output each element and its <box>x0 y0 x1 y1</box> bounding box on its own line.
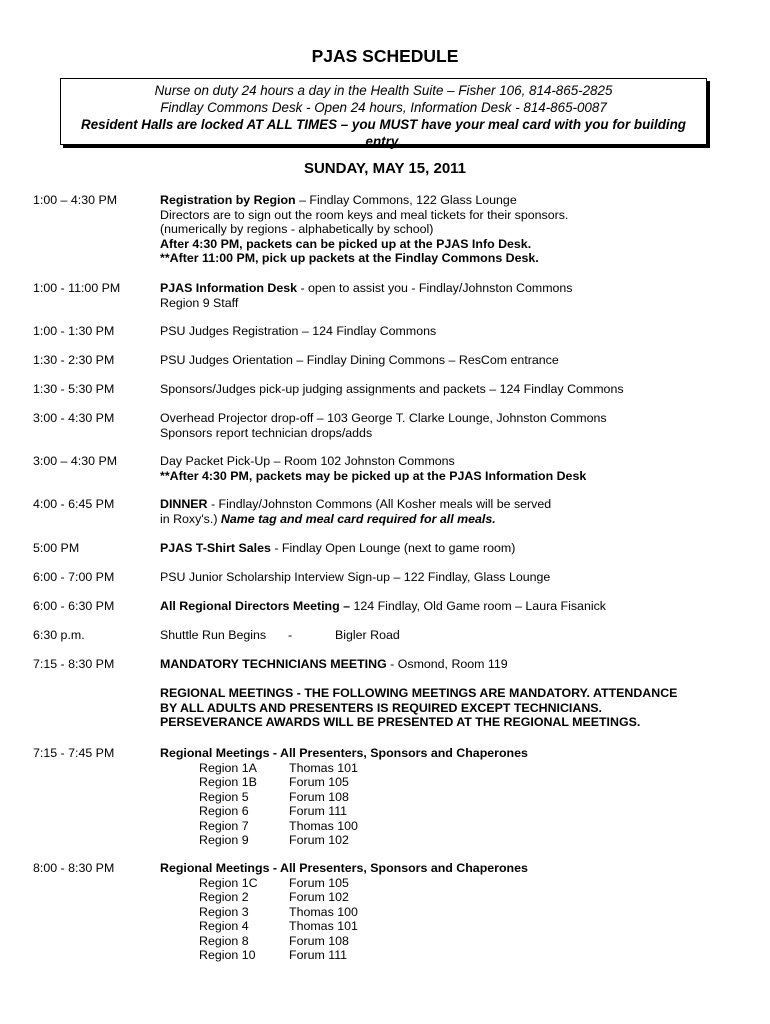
region-row <box>160 819 730 834</box>
entry-description <box>160 281 730 310</box>
region-name: Region 8 <box>199 933 249 948</box>
region-name: Region 9 <box>199 833 249 847</box>
notice-line: Findlay Commons Desk - Open 24 hours, Information Desk - 814-865-0087 <box>160 100 607 115</box>
entry-text: PSU Judges Registration – 124 Findlay Commons <box>160 324 437 338</box>
entry-text: **After 4:30 PM, packets may be picked up at the PJAS Information Desk <box>160 468 587 483</box>
region-name: Region 5 <box>199 789 249 804</box>
entry-text: - Osmond, Room 119 <box>386 657 508 671</box>
region-name: Region 1B <box>199 775 257 789</box>
entry-title: Registration by Region <box>160 193 296 207</box>
entry-text: Name tag and meal card required for all meals. <box>220 511 496 526</box>
entry-time: 6:30 p.m. <box>33 628 85 642</box>
entry-description <box>160 628 730 643</box>
region-row <box>160 790 730 805</box>
entry-description <box>160 861 730 963</box>
region-room: Thomas 101 <box>289 919 358 933</box>
region-room: Forum 102 <box>289 833 349 847</box>
notice-box <box>60 78 707 149</box>
notice-line: entry. <box>365 134 402 149</box>
entry-text: (numerically by regions - alphabetically by school) <box>160 222 434 236</box>
entry-text: Shuttle Run Begins <box>160 628 267 642</box>
entry-text: Directors are to sign out the room keys and meal tickets for their sponsors. <box>160 207 569 222</box>
region-table <box>160 761 730 848</box>
entry-text: Day Packet Pick-Up – Room 102 Johnston Commons <box>160 454 455 468</box>
entry-text: in Roxy's.) <box>160 511 221 526</box>
mandatory-notice <box>160 686 720 730</box>
region-row <box>160 905 730 920</box>
entry-description <box>160 657 730 672</box>
entry-text: After 4:30 PM, packets can be picked up at the PJAS Info Desk. <box>160 236 532 251</box>
day-heading: SUNDAY, MAY 15, 2011 <box>303 160 467 177</box>
entry-time: 6:00 - 6:30 PM <box>33 599 115 613</box>
entry-description <box>160 353 730 368</box>
entry-description <box>160 193 730 266</box>
entry-time: 3:00 - 4:30 PM <box>33 411 115 425</box>
entry-description <box>160 411 730 440</box>
entry-description <box>160 746 730 848</box>
region-room: Forum 108 <box>289 789 349 804</box>
entry-time: 1:00 – 4:30 PM <box>33 193 118 207</box>
entry-text: - open to assist you - Findlay/Johnston Commons <box>297 281 573 295</box>
region-name: Region 1A <box>199 760 257 775</box>
region-name: Region 3 <box>199 904 249 919</box>
region-row <box>160 761 730 776</box>
entry-text: - Findlay Open Lounge (next to game room) <box>270 541 516 555</box>
region-room: Thomas 100 <box>289 818 358 833</box>
entry-text: - <box>288 628 293 642</box>
region-table <box>160 876 730 963</box>
entry-text: – Findlay Commons, 122 Glass Lounge <box>295 193 517 207</box>
region-room: Thomas 100 <box>289 904 358 919</box>
region-name: Region 4 <box>199 919 249 933</box>
entry-title: DINNER <box>160 497 208 511</box>
entry-text: Sponsors report technician drops/adds <box>160 425 373 440</box>
entry-text: Overhead Projector drop-off – 103 George T. Clarke Lounge, Johnston Commons <box>160 411 607 425</box>
notice-line: Nurse on duty 24 hours a day in the Health Suite – Fisher 106, 814-865-2825 <box>154 83 613 98</box>
region-name: Region 10 <box>199 948 256 962</box>
entry-description <box>160 497 730 526</box>
entry-title: Regional Meetings - All Presenters, Sponsors and Chaperones <box>160 861 528 875</box>
region-name: Region 2 <box>199 890 249 904</box>
entry-title: Regional Meetings - All Presenters, Sponsors and Chaperones <box>160 746 528 760</box>
entry-time: 8:00 - 8:30 PM <box>33 861 115 875</box>
region-row <box>160 919 730 934</box>
entry-description <box>160 454 730 483</box>
region-row <box>160 876 730 891</box>
region-row <box>160 833 730 848</box>
region-name: Region 1C <box>199 875 258 890</box>
page-title: PJAS SCHEDULE <box>311 46 459 66</box>
region-room: Forum 105 <box>289 875 349 890</box>
entry-time: 7:15 - 8:30 PM <box>33 657 115 671</box>
region-name: Region 7 <box>199 818 249 833</box>
mandatory-line: REGIONAL MEETINGS - THE FOLLOWING MEETINGS ARE MANDATORY. ATTENDANCE <box>160 686 678 700</box>
region-room: Thomas 101 <box>289 760 358 775</box>
entry-time: 3:00 – 4:30 PM <box>33 454 118 468</box>
region-room: Forum 108 <box>289 933 349 948</box>
entry-time: 4:00 - 6:45 PM <box>33 497 115 511</box>
region-row <box>160 934 730 949</box>
region-room: Forum 102 <box>289 890 349 904</box>
entry-text: PSU Judges Orientation – Findlay Dining Commons – ResCom entrance <box>160 353 559 367</box>
region-room: Forum 111 <box>289 948 348 962</box>
entry-title: PJAS Information Desk <box>160 281 298 295</box>
entry-title: PJAS T-Shirt Sales <box>160 541 271 555</box>
entry-time: 5:00 PM <box>33 541 80 555</box>
entry-description <box>160 324 730 339</box>
region-row <box>160 804 730 819</box>
region-name: Region 6 <box>199 804 249 818</box>
mandatory-line: PERSEVERANCE AWARDS WILL BE PRESENTED AT THE REGIONAL MEETINGS. <box>160 715 641 729</box>
entry-time: 7:15 - 7:45 PM <box>33 746 115 760</box>
entry-text: Bigler Road <box>335 628 400 642</box>
entry-time: 6:00 - 7:00 PM <box>33 570 115 584</box>
entry-description <box>160 382 730 397</box>
entry-text: 124 Findlay, Old Game room – Laura Fisanick <box>350 599 606 613</box>
region-room: Forum 111 <box>289 804 348 818</box>
mandatory-line: BY ALL ADULTS AND PRESENTERS IS REQUIRED EXCEPT TECHNICIANS. <box>160 700 602 715</box>
entry-title: All Regional Directors Meeting – <box>160 599 351 613</box>
notice-line: Resident Halls are locked AT ALL TIMES – you MUST have your meal card with you for building <box>81 117 686 132</box>
entry-description <box>160 541 730 556</box>
entry-text: Region 9 Staff <box>160 295 239 310</box>
region-room: Forum 105 <box>289 775 349 789</box>
region-row <box>160 948 730 963</box>
entry-text: - Findlay/Johnston Commons (All Kosher meals will be served <box>207 497 552 511</box>
entry-time: 1:30 - 2:30 PM <box>33 353 115 367</box>
entry-time: 1:30 - 5:30 PM <box>33 382 115 396</box>
entry-text: PSU Junior Scholarship Interview Sign-up – 122 Findlay, Glass Lounge <box>160 570 551 584</box>
entry-time: 1:00 - 1:30 PM <box>33 324 115 338</box>
region-row <box>160 775 730 790</box>
entry-text: Sponsors/Judges pick-up judging assignments and packets – 124 Findlay Commons <box>160 382 624 396</box>
entry-description <box>160 570 730 585</box>
region-row <box>160 890 730 905</box>
entry-text: **After 11:00 PM, pick up packets at the Findlay Commons Desk. <box>160 251 539 265</box>
entry-time: 1:00 - 11:00 PM <box>33 281 121 295</box>
entry-description <box>160 599 730 614</box>
entry-title: MANDATORY TECHNICIANS MEETING <box>160 657 387 671</box>
